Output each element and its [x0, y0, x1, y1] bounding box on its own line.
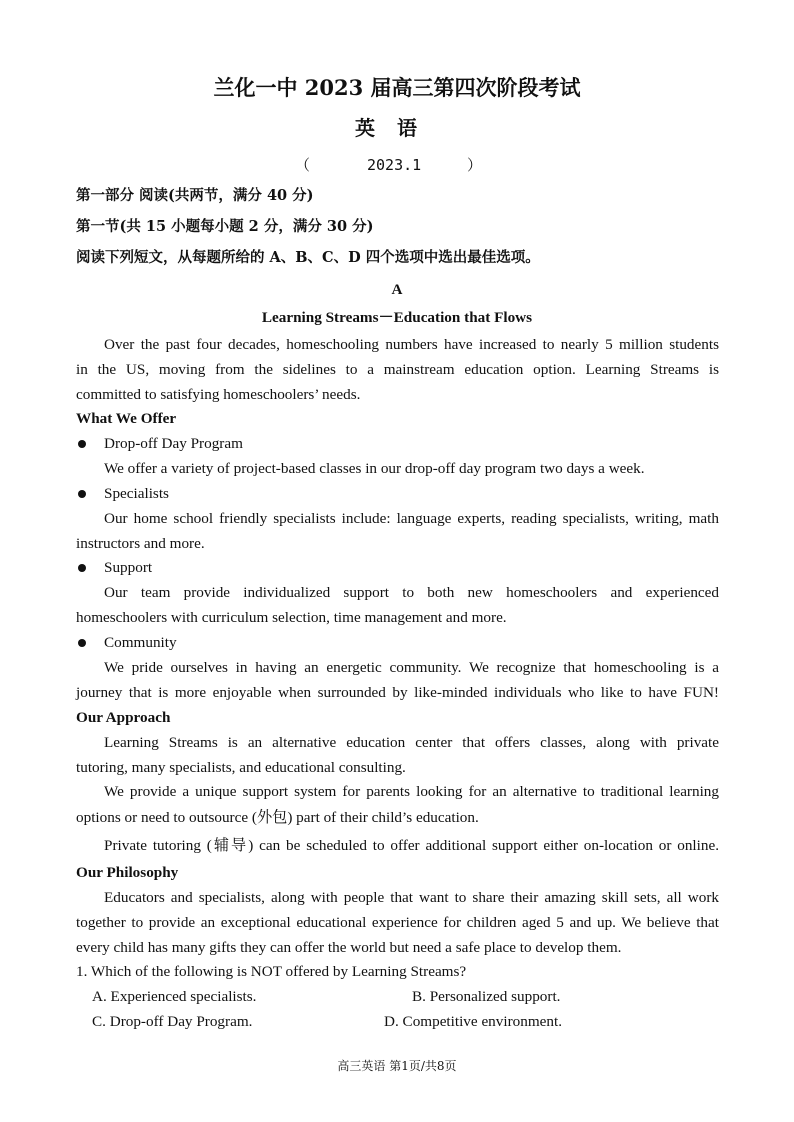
offer-text: We offer a variety of project-based classes in our drop-off day program two days a week.: [104, 460, 645, 477]
approach-line: We provide a unique support system for parents looking for an alternative to traditional learning: [104, 783, 719, 800]
bullet-dot: [78, 639, 86, 647]
offer-name: Support: [104, 559, 153, 576]
offer-text: Our home school friendly specialists include: language experts, reading specialists, writing, math: [104, 510, 719, 527]
section-heading: 第一节(共 15 小题每小题 2 分，满分 30 分): [76, 218, 374, 235]
approach-line: Private tutoring (辅导) can be scheduled to offer additional support either on-location or online.: [104, 837, 719, 854]
bullet-dot: [78, 440, 86, 448]
offer-text: instructors and more.: [76, 535, 205, 552]
date-open-paren: （: [295, 156, 311, 174]
option-d: D. Competitive environment.: [384, 1013, 563, 1030]
bullet-dot: [78, 490, 86, 498]
approach-heading: Our Approach: [76, 709, 171, 726]
philosophy-heading: Our Philosophy: [76, 864, 179, 881]
intro-line: committed to satisfying homeschoolers’ needs.: [76, 386, 361, 403]
intro-line: in the US, moving from the sidelines to a mainstream education option. Learning Streams is: [76, 361, 719, 378]
offer-text: journey that is more enjoyable when surrounded by like-minded individuals who like to have FUN!: [76, 684, 719, 701]
option-a: A. Experienced specialists.: [92, 988, 257, 1005]
date-close-paren: ）: [467, 156, 483, 174]
passage-label: A: [391, 281, 403, 298]
exam-date: 2023.1: [367, 156, 422, 174]
directions: 阅读下列短文，从每题所给的 A、B、C、D 四个选项中选出最佳选项。: [76, 249, 540, 266]
offer-text: We pride ourselves in having an energetic community. We recognize that homeschooling is a: [104, 659, 719, 676]
approach-line: tutoring, many specialists, and educational consulting.: [76, 759, 406, 776]
approach-line: Learning Streams is an alternative education center that offers classes, along with private: [104, 734, 719, 751]
option-c: C. Drop-off Day Program.: [92, 1013, 253, 1030]
offer-text: Our team provide individualized support to both new homeschoolers and experienced: [104, 584, 719, 601]
philosophy-line: together to provide an exceptional educational experience for children aged 5 and up. We believe that: [76, 914, 719, 931]
option-b: B. Personalized support.: [412, 988, 561, 1005]
offer-name: Drop-off Day Program: [104, 435, 243, 452]
offer-name: Community: [104, 634, 177, 651]
bullet-dot: [78, 564, 86, 572]
offer-heading: What We Offer: [76, 410, 177, 427]
approach-line: options or need to outsource (外包) part of their child’s education.: [76, 809, 479, 826]
exam-title: 兰化一中 2023 届高三第四次阶段考试: [213, 75, 581, 100]
offer-text: homeschoolers with curriculum selection, time management and more.: [76, 609, 507, 626]
page-footer: 高三英语 第1页/共8页: [337, 1059, 457, 1073]
part-heading: 第一部分 阅读(共两节，满分 40 分): [76, 187, 314, 204]
intro-line: Over the past four decades, homeschooling numbers have increased to nearly 5 million students: [104, 336, 719, 353]
question-stem: 1. Which of the following is NOT offered by Learning Streams?: [76, 963, 467, 980]
subject-heading: 英语: [355, 116, 439, 140]
philosophy-line: every child has many gifts they can offer the world but need a safe place to develop them.: [76, 939, 622, 956]
offer-name: Specialists: [104, 485, 169, 502]
philosophy-line: Educators and specialists, along with people that want to share their amazing skill sets, all work: [104, 889, 719, 906]
passage-title: Learning Streams－Education that Flows: [261, 309, 533, 326]
